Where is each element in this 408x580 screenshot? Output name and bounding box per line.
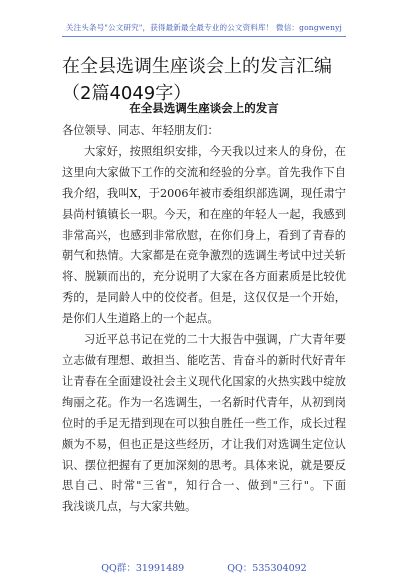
text-line: 大家好，按照组织安排，今天我以过来人的身份，在 — [84, 144, 346, 158]
text-line: 位时的手足无措到现在可以独自胜任一些工作，成长过程 — [62, 416, 346, 430]
document-title: 在全县选调生座谈会上的发言汇编（2篇4049字） — [62, 56, 332, 104]
footer-qq-group: QQ群：31991489 — [101, 563, 185, 574]
speech-title: 在全县选调生座谈会上的发言 — [129, 101, 279, 115]
text-line: 思自己、时常"三省"，知行合一、做到"三行"。下面 — [62, 479, 346, 493]
document-body — [62, 121, 346, 518]
text-line: 立志做有理想、敢担当、能吃苦、肯奋斗的新时代好青年 — [62, 353, 346, 367]
text-line: 绚丽之花。作为一名选调生，一名新时代青年，从初到岗 — [62, 395, 346, 409]
salutation: 各位领导、同志、年轻朋友们： — [62, 124, 219, 137]
paragraph-1 — [62, 142, 346, 330]
footer-contact — [0, 560, 408, 574]
text-line: 识、摆位把握有了更加深刻的思考。具体来说，就是要反 — [62, 458, 346, 472]
footer-qq: QQ：535304092 — [227, 563, 307, 574]
text-line: 习近平总书记在党的二十大报告中强调，广大青年要 — [84, 333, 346, 347]
text-line: 秀的，是同龄人中的佼佼者。但是，这仅仅是一个开始， — [62, 291, 346, 305]
text-line: 非常高兴，也感到非常欣慰，在你们身上，看到了青春的 — [62, 228, 346, 242]
text-line: 我介绍，我叫X，于2006年被市委组织部选调，现任肃宁 — [62, 186, 346, 200]
header-divider — [62, 36, 346, 37]
text-line: 县尚村镇镇长一职。今天，和在座的年轻人一起，我感到 — [62, 207, 346, 221]
paragraph-2 — [62, 330, 346, 518]
header-banner: 关注头条号"公文研究"，获得最新最全最专业的公文资料库！ 微信：gongwenyj — [65, 23, 343, 32]
text-line: 这里向大家做下工作的交流和经验的分享。首先我作下自 — [62, 165, 346, 179]
text-line: 朝气和热情。大家都是在竞争激烈的选调生考试中过关斩 — [62, 249, 346, 263]
text-line: 让青春在全面建设社会主义现代化国家的火热实践中绽放 — [62, 374, 346, 388]
text-line: 是你们人生道路上的一个起点。 — [62, 312, 219, 326]
text-line: 将、脱颖而出的，充分说明了大家在各方面素质是比较优 — [62, 270, 346, 284]
text-line: 我浅谈几点，与大家共勉。 — [62, 500, 197, 514]
text-line: 颇为不易，但也正是这些经历，才让我们对选调生定位认 — [62, 437, 346, 451]
